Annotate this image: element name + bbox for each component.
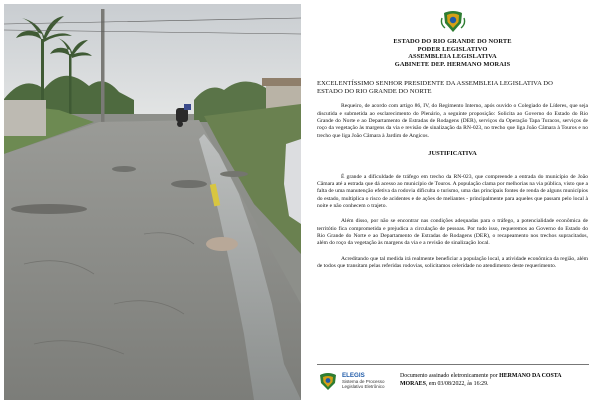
elegis-logo-icon (317, 371, 339, 391)
justification-paragraph-1: É grande a dificuldade de tráfego em trecho da RN-023, que compreende a entrada do município de João Câmara até a estrada que dá acesso ao município de Touros. A população clama por melhorias na via pública, visto que a falta de uma manutenção efetiva da rodovia dificulta o turismo, uma das principais fontes de renda de alguns municípios do estado, multiplica o risco de acidentes e de ações de meliantes - principalmente para aqueles que passam pelo local à noite e não conhecem o trajeto. (317, 173, 588, 210)
signature-statement (394, 373, 589, 388)
signature-date: , em 03/08/2022, às 16:29. (425, 380, 489, 387)
justification-heading: JUSTIFICATIVA (428, 149, 477, 157)
elegis-description: Sistema de Processo Legislativo Eletrônico (342, 378, 385, 389)
salutation-line-1: EXCELENTÍSSIMO SENHOR PRESIDENTE DA ASSEMBLEIA LEGISLATIVA DO (317, 80, 553, 88)
header-assembly: ASSEMBLEIA LEGISLATIVA (408, 53, 497, 61)
signer-name: HERMANO DA COSTA MORAES (400, 372, 562, 387)
header-office: GABINETE DEP. HERMANO MORAIS (394, 60, 511, 68)
state-coat-of-arms-icon (440, 8, 466, 34)
signature-footer (317, 364, 589, 394)
header-power: PODER LEGISLATIVO (417, 45, 488, 53)
request-paragraph: Requeiro, de acordo com artigo 86, IV, do Regimento Interno, após ouvido o Colegiado de Líderes, que seja discutida e submetida ao esclarecimento do Plenário, a seguinte proposição: Solicita ao Governo do Estado do Rio Grande do Norte e ao Departamento de Estradas de Rodagens (DER), serviços da Operação Tapa Turacos, serviços de roço da vegetação às margens da via e revisão de sinalização da RN-023, no trecho que liga João Câmara à Touros e no trecho que liga João Câmara à Jardim de Angicos. (317, 103, 588, 139)
road-photo (4, 4, 301, 400)
salutation (317, 80, 588, 96)
signature-prefix: Documento assinado eletronicamente por (400, 372, 500, 379)
requerimento-document (305, 0, 600, 404)
header-state: ESTADO DO RIO GRANDE DO NORTE (393, 38, 512, 45)
elegis-name: ELEGIS (342, 371, 365, 379)
salutation-line-2: ESTADO DO RIO GRANDE DO NORTE (317, 88, 432, 96)
justification-paragraph-3: Acreditando que tal medida irá realmente beneficiar a população local, a atividade econômica da região, além de todos que transitam pelas referidas rodovias, solicitamos celeridade no atendimento deste requerimento. (317, 255, 588, 269)
justification-paragraph-2: Além disso, por não se encontrar nas condições adequadas para o tráfego, a potencialidade econômica de territótio fica comprometida e prejudica a circulação de pessoas. Por tudo isso, requeremos ao Governo do Estado do Rio Grande do Norte e ao Departamento de Estradas de Rodagens (DER), o recapeamento nos trechos supracitados, além do roço da vegetação às margens da via e a revisão de sinalização local. (317, 218, 588, 247)
